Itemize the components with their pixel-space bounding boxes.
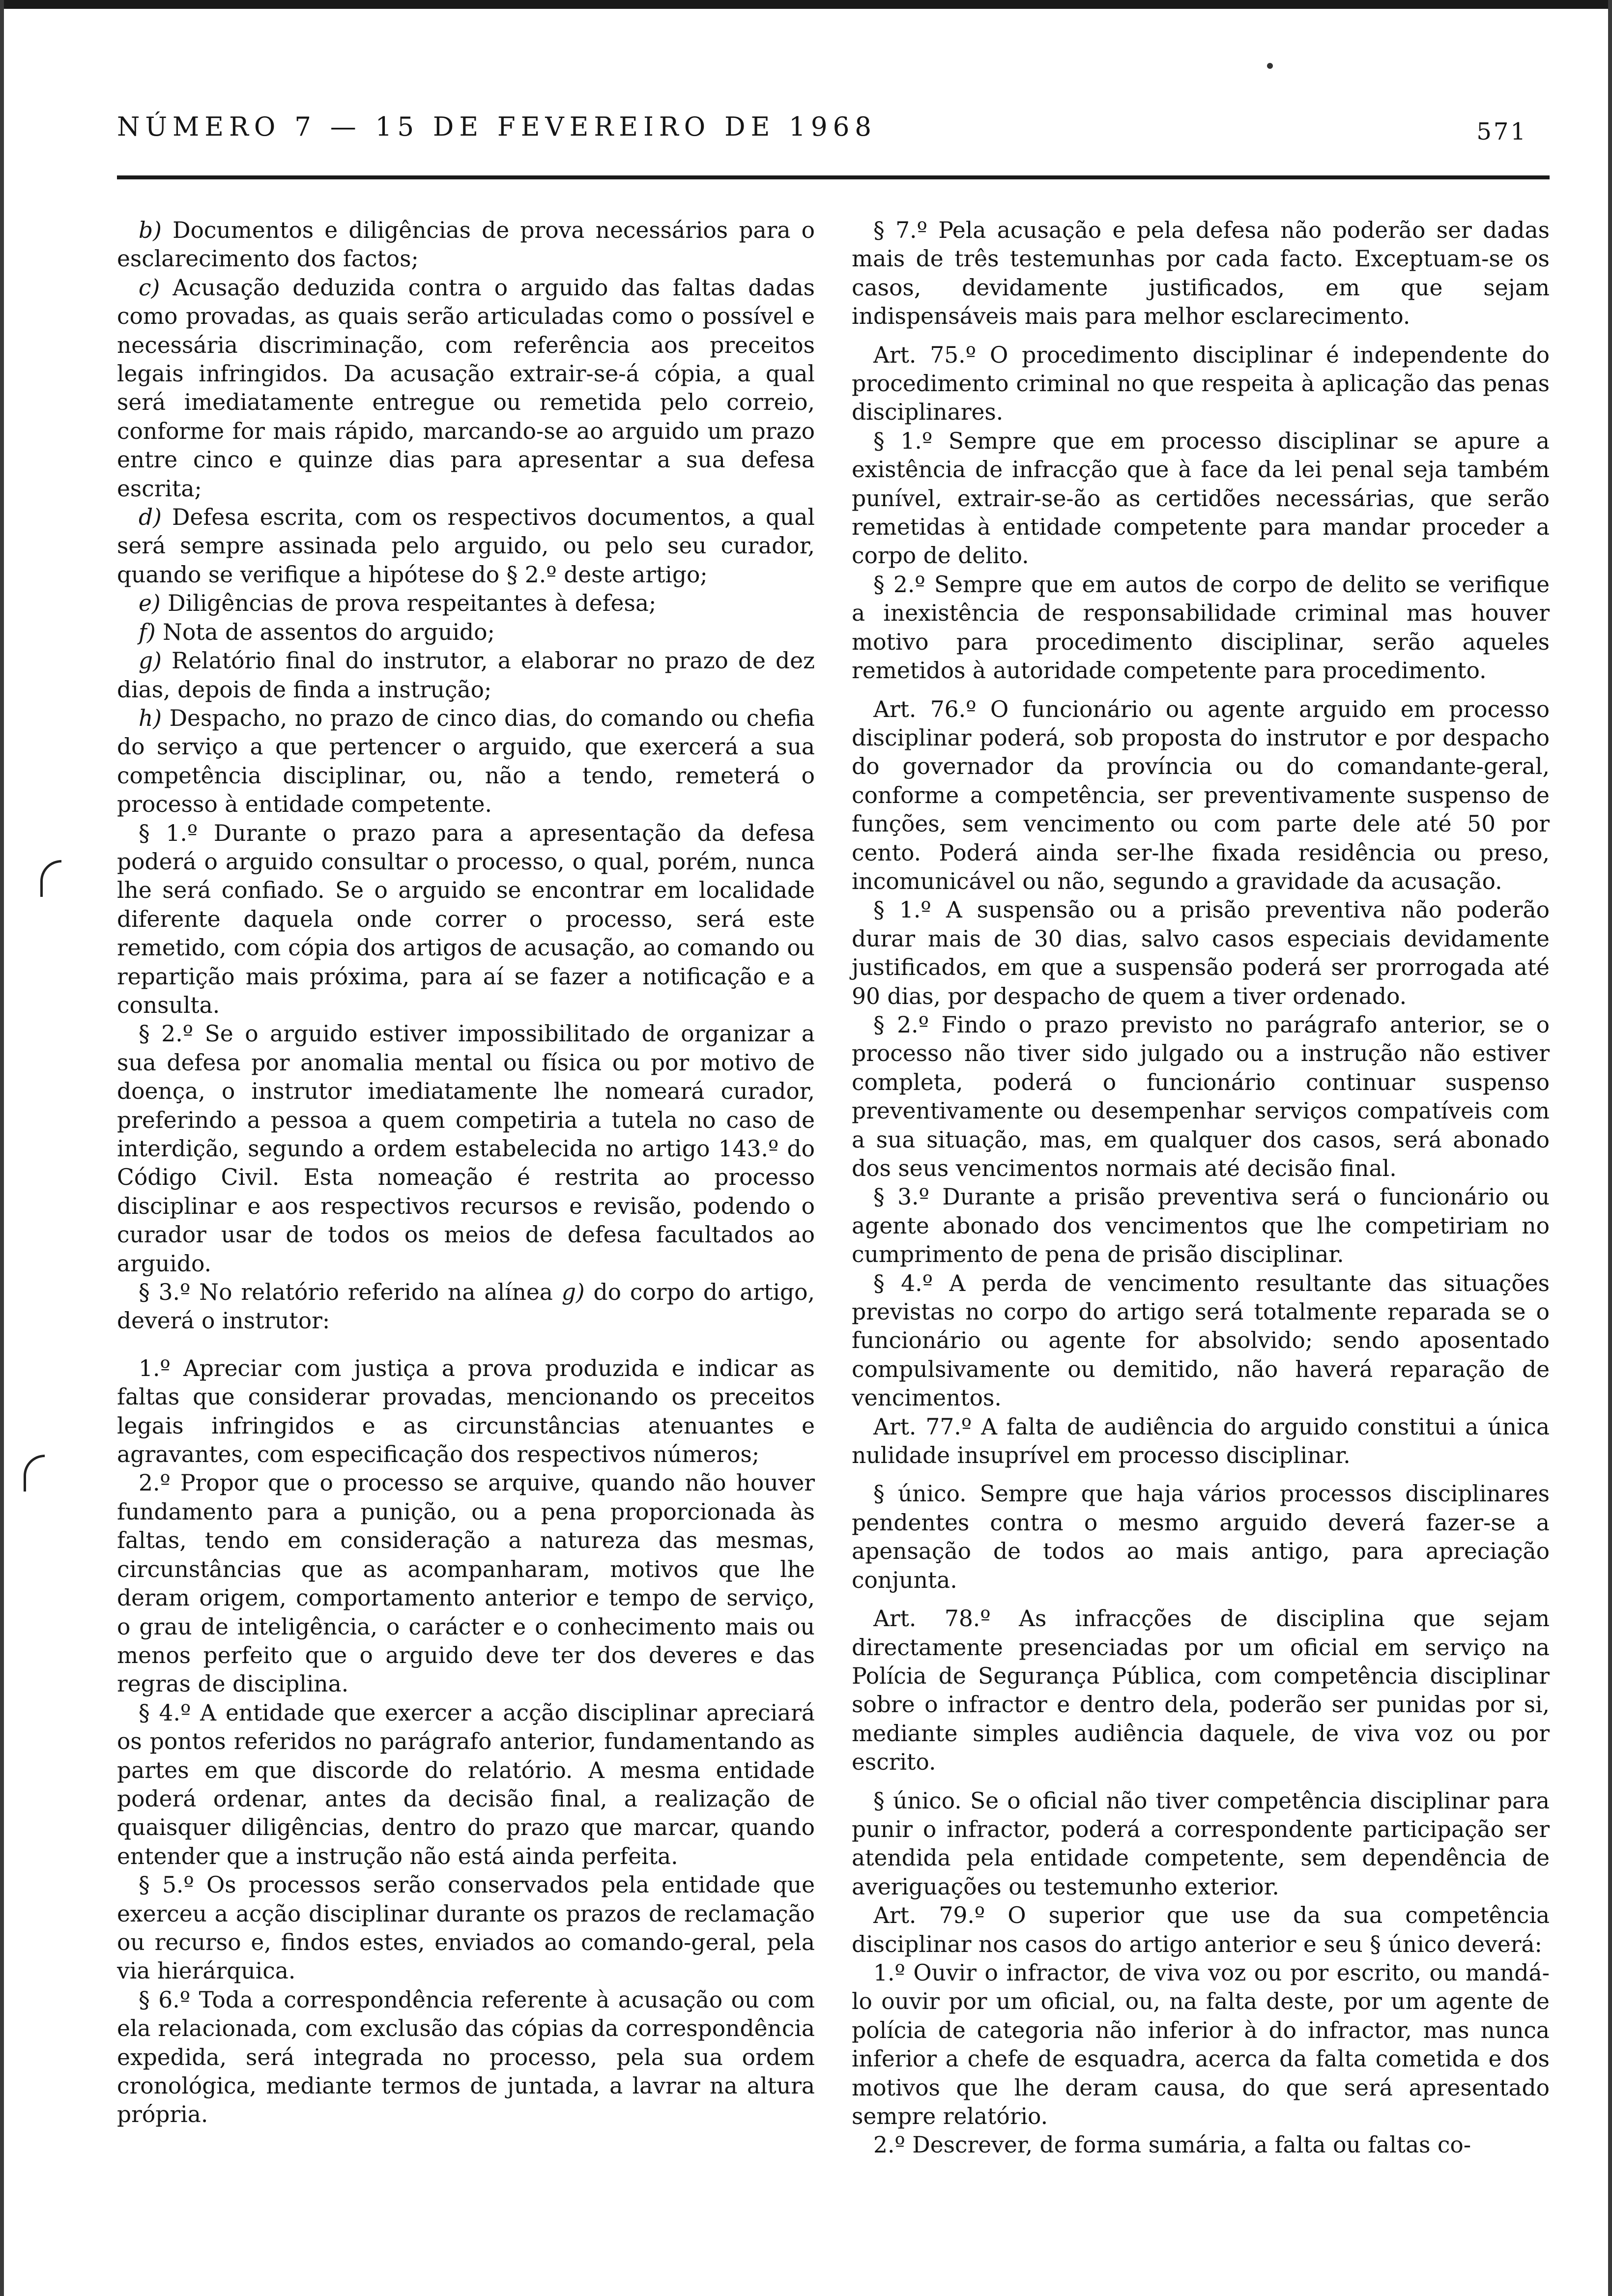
article-75-s2: § 2.º Sempre que em autos de corpo de delito se verifique a inexistência de responsabilidade criminal mas houver motivo para procedimento disciplinar, serão aqueles remetidos à autoridade competente para procedimento. <box>852 571 1550 684</box>
article-79: Art. 79.º O superior que use da sua competência disciplinar nos casos do artigo anterior e seu § único deverá: <box>852 1902 1550 1957</box>
scan-top-border <box>0 0 1612 9</box>
paragraph-s4: § 4.º A entidade que exercer a acção disciplinar apreciará os pontos referidos no parágrafo anterior, fundamentando as partes em que discorde do relatório. A mesma entidade poderá ordenar, antes da decisão final, a realização de quaisquer diligências, dentro do prazo que marcar, quando entender que a instrução não está ainda perfeita. <box>117 1699 815 1869</box>
article-76-s1: § 1.º A suspensão ou a prisão preventiva não poderão durar mais de 30 dias, salvo casos especiais devidamente justificados, em que a suspensão poderá ser prorrogada até 90 dias, por despacho de quem a tiver ordenado. <box>852 897 1550 1009</box>
article-79-2: 2.º Descrever, de forma sumária, a falta ou faltas co- <box>873 2132 1471 2158</box>
left-column <box>117 216 815 2129</box>
paragraph-c: c) Acusação deduzida contra o arguido das faltas dadas como provadas, as quais serão articuladas como o possível e necessária discriminação, com referência aos preceitos legais infringidos. Da acusação extrair-se-á cópia, a qual será imediatamente entregue ou remetida pelo correio, conforme for mais rápido, marcando-se ao arguido um prazo entre cinco e quinze dias para apresentar a sua defesa escrita; <box>117 274 815 502</box>
page-header <box>117 103 1527 152</box>
paragraph-b: b) Documentos e diligências de prova necessários para o esclarecimento dos factos; <box>117 217 815 272</box>
page-number: 571 <box>1476 118 1527 145</box>
article-77-unico: § único. Sempre que haja vários processos disciplinares pendentes contra o mesmo arguido deverá fazer-se a apensação de todos ao mais antigo, para apreciação conjunta. <box>852 1481 1550 1593</box>
ink-dot <box>1267 63 1273 69</box>
scan-left-border <box>0 0 4 2296</box>
article-79-1: 1.º Ouvir o infractor, de viva voz ou por escrito, ou mandá-lo ouvir por um oficial, ou, na falta deste, por um agente de polícia de categoria não inferior à do infractor, mas nunca inferior a chefe de esquadra, acerca da falta cometida e dos motivos que lhe deram causa, do que será apresentado sempre relatório. <box>852 1959 1550 2129</box>
article-75-s1: § 1.º Sempre que em processo disciplinar se apure a existência de infracção que à face da lei penal seja também punível, extrair-se-ão as certidões necessárias, que serão remetidas à entidade competente para mandar proceder a corpo de delito. <box>852 428 1550 569</box>
article-78: Art. 78.º As infracções de disciplina que sejam directamente presenciadas por um oficial em serviço na Polícia de Segurança Pública, com competência disciplinar sobre o infractor e dentro dela, poderão ser punidas por si, mediante simples audiência daquele, de viva voz ou por escrito. <box>852 1606 1550 1776</box>
page-title: NÚMERO 7 — 15 DE FEVEREIRO DE 1968 <box>117 112 877 142</box>
article-78-unico: § único. Se o oficial não tiver competência disciplinar para punir o infractor, poderá a correspondente participação ser atendida pela entidade competente, sem dependência de averiguações ou testemunho exterior. <box>852 1787 1550 1900</box>
article-76-s2: § 2.º Findo o prazo previsto no parágrafo anterior, se o processo não tiver sido julgado ou a instrução não estiver completa, poderá o funcionário continuar suspenso preventivamente ou desempenhar serviços compatíveis com a sua situação, mas, em qualquer dos casos, será abonado dos seus vencimentos normais até decisão final. <box>852 1011 1550 1181</box>
paragraph-e: e) Diligências de prova respeitantes à defesa; <box>139 590 657 617</box>
article-76-s3: § 3.º Durante a prisão preventiva será o funcionário ou agente abonado dos vencimentos que lhe competiriam no cumprimento de pena de prisão disciplinar. <box>852 1184 1550 1268</box>
paragraph-g: g) Relatório final do instrutor, a elaborar no prazo de dez dias, depois de finda a instrução; <box>117 648 815 703</box>
article-75: Art. 75.º O procedimento disciplinar é independente do procedimento criminal no que respeita à aplicação das penas disciplinares. <box>852 342 1550 426</box>
paragraph-h: h) Despacho, no prazo de cinco dias, do comando ou chefia do serviço a que pertencer o arguido, que exercerá a sua competência disciplinar, ou, não a tendo, remeterá o processo à entidade competente. <box>117 705 815 818</box>
margin-mark <box>40 860 61 897</box>
paragraph-s3: § 3.º No relatório referido na alínea g) do corpo do artigo, deverá o instrutor: <box>117 1279 815 1334</box>
paragraph-f: f) Nota de assentos do arguido; <box>139 619 495 645</box>
paragraph-s5: § 5.º Os processos serão conservados pela entidade que exerceu a acção disciplinar durante os prazos de reclamação ou recurso e, findos estes, enviados ao comando-geral, pela via hierárquica. <box>117 1872 815 1984</box>
paragraph-d: d) Defesa escrita, com os respectivos documentos, a qual será sempre assinada pelo arguido, ou pelo seu curador, quando se verifique a hipótese do § 2.º deste artigo; <box>117 504 815 588</box>
header-rule <box>117 175 1550 179</box>
article-76: Art. 76.º O funcionário ou agente arguido em processo disciplinar poderá, sob proposta do instrutor e por despacho do governador da província ou do comandante-geral, conforme a competência, ser preventivamente suspenso de funções, sem vencimento ou com parte dele até 50 por cento. Poderá ainda ser-lhe fixada residência ou preso, incomunicável ou não, segundo a gravidade da acusação. <box>852 696 1550 894</box>
paragraph-2: 2.º Propor que o processo se arquive, quando não houver fundamento para a punição, ou a pena proporcionada às faltas, tendo em consideração a natureza das mesmas, circunstâncias que as acompanharam, motivos que lhe deram origem, comportamento anterior e tempo de serviço, o grau de inteligência, o carácter e o conhecimento mais ou menos perfeito que o arguido deve ter dos deveres e das regras de disciplina. <box>117 1470 815 1697</box>
article-76-s4: § 4.º A perda de vencimento resultante das situações previstas no corpo do artigo será totalmente reparada se o funcionário ou agente for absolvido; sendo aposentado compulsivamente ou demitido, não haverá reparação de vencimentos. <box>852 1270 1550 1411</box>
paragraph-s6: § 6.º Toda a correspondência referente à acusação ou com ela relacionada, com exclusão das cópias da correspondência expedida, será integrada no processo, pela sua ordem cronológica, mediante termos de juntada, a lavrar na altura própria. <box>117 1986 815 2128</box>
paragraph-s7: § 7.º Pela acusação e pela defesa não poderão ser dadas mais de três testemunhas por cada facto. Exceptuam-se os casos, devidamente justificados, em que sejam indispensáveis mais para melhor esclarecimento. <box>852 217 1550 330</box>
margin-mark <box>24 1455 45 1492</box>
paragraph-1: 1.º Apreciar com justiça a prova produzida e indicar as faltas que considerar provadas, mencionando os preceitos legais infringidos e as circunstâncias atenuantes e agravantes, com especificação dos respectivos números; <box>117 1355 815 1468</box>
paragraph-s1: § 1.º Durante o prazo para a apresentação da defesa poderá o arguido consultar o processo, o qual, porém, nunca lhe será confiado. Se o arguido se encontrar em localidade diferente daquela onde correr o processo, será este remetido, com cópia dos artigos de acusação, ao comando ou repartição mais próxima, para aí se fazer a notificação e a consulta. <box>117 820 815 1018</box>
scan-right-border <box>1608 0 1612 2296</box>
article-77: Art. 77.º A falta de audiência do arguido constitui a única nulidade insuprível em processo disciplinar. <box>852 1413 1550 1469</box>
right-column <box>852 216 1550 2160</box>
paragraph-s2: § 2.º Se o arguido estiver impossibilitado de organizar a sua defesa por anomalia mental ou física ou por motivo de doença, o instrutor imediatamente lhe nomeará curador, preferindo a pessoa a quem competiria a tutela no caso de interdição, segundo a ordem estabelecida no artigo 143.º do Código Civil. Esta nomeação é restrita ao processo disciplinar e aos respectivos recursos e revisão, podendo o curador usar de todos os meios de defesa facultados ao arguido. <box>117 1021 815 1277</box>
